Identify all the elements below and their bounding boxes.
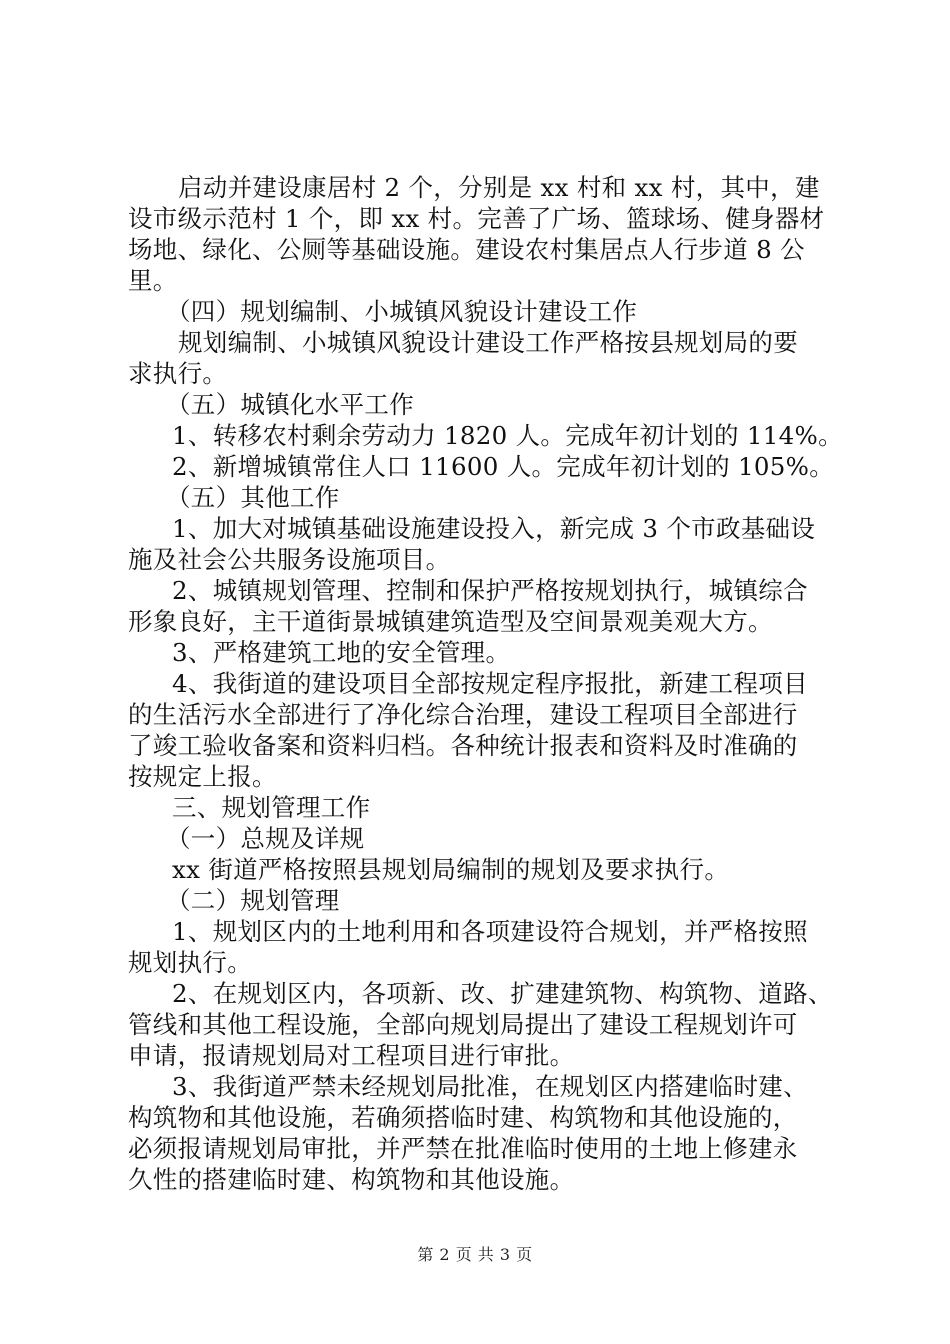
text-line: 设市级示范村 1 个，即 xx 村。完善了广场、篮球场、健身器材 [128,204,825,233]
document-body [128,172,843,1195]
text-line: 2、城镇规划管理、控制和保护严格按规划执行，城镇综合 [172,576,808,605]
text-line: 3、严格建筑工地的安全管理。 [172,638,511,667]
text-line: 2、新增城镇常住人口 11600 人。完成年初计划的 105%。 [172,452,835,481]
text-line: （五）其他工作 [166,483,340,512]
text-line: 1、规划区内的土地利用和各项建设符合规划，并严格按照 [172,917,808,946]
text-line: 形象良好，主干道街景城镇建筑造型及空间景观美观大方。 [128,607,773,636]
text-line: 了竣工验收备案和资料归档。各种统计报表和资料及时准确的 [128,731,798,760]
text-line: 1、转移农村剩余劳动力 1820 人。完成年初计划的 114%。 [172,421,843,450]
text-line: 里。 [128,266,178,295]
text-line: 3、我街道严禁未经规划局批准，在规划区内搭建临时建、 [172,1072,808,1101]
text-line: 求执行。 [128,359,228,388]
text-line: （二）规划管理 [166,886,340,915]
text-line: 三、规划管理工作 [172,793,371,822]
text-line: 场地、绿化、公厕等基础设施。建设农村集居点人行步道 8 公 [128,235,805,264]
text-line: 1、加大对城镇基础设施建设投入，新完成 3 个市政基础设 [172,514,816,543]
text-line: （四）规划编制、小城镇风貌设计建设工作 [166,297,638,326]
text-line: 久性的搭建临时建、构筑物和其他设施。 [128,1165,575,1194]
text-line: 申请，报请规划局对工程项目进行审批。 [128,1041,575,1070]
text-line: 4、我街道的建设项目全部按规定程序报批，新建工程项目 [172,669,808,698]
text-line: 必须报请规划局审批，并严禁在批准临时使用的土地上修建永 [128,1134,798,1163]
text-line: 启动并建设康居村 2 个，分别是 xx 村和 xx 村，其中，建 [178,173,820,202]
page-footer: 第 2 页 共 3 页 [417,1245,533,1264]
text-line: 施及社会公共服务设施项目。 [128,545,451,574]
text-line: 按规定上报。 [128,762,277,791]
text-line: 管线和其他工程设施，全部向规划局提出了建设工程规划许可 [128,1010,798,1039]
text-line: 规划执行。 [128,948,252,977]
text-line: 规划编制、小城镇风貌设计建设工作严格按县规划局的要 [178,328,798,357]
text-line: 2、在规划区内，各项新、改、扩建建筑物、构筑物、道路、 [172,979,833,1008]
text-line: 的生活污水全部进行了净化综合治理，建设工程项目全部进行 [128,700,798,729]
text-line: （一）总规及详规 [166,824,365,853]
text-line: （五）城镇化水平工作 [166,390,414,419]
text-line: xx 街道严格按照县规划局编制的规划及要求执行。 [172,855,730,884]
text-line: 构筑物和其他设施，若确须搭临时建、构筑物和其他设施的， [128,1103,798,1132]
